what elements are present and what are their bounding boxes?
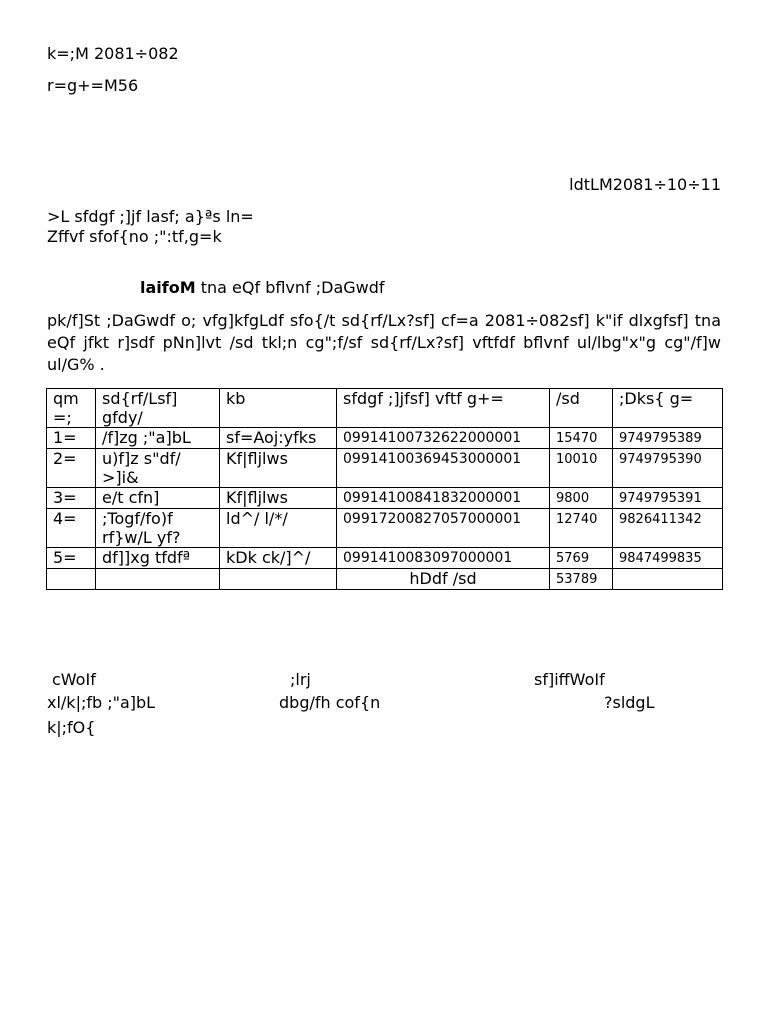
cell-contact: 9749795391: [613, 488, 723, 509]
table-row: [47, 548, 723, 569]
table-row: [47, 428, 723, 449]
salary-table: [46, 388, 723, 590]
signature-name-treasurer: ?sldgL: [604, 693, 655, 712]
subject-text: tna eQf bflvnf ;DaGwdf: [195, 278, 385, 297]
cell-account: 09914100841832000001: [337, 488, 550, 509]
cell-post: ld^/ l/*/: [220, 509, 337, 548]
signature-title-secretary: ;lrj: [290, 670, 311, 689]
cell-name: e/t cfn]: [96, 488, 220, 509]
cell-sn: 4=: [47, 509, 96, 548]
cell-name: u)f]z s"df/ >]i&: [96, 449, 220, 488]
column-header-account: sfdgf ;]jfsf] vftf g+=: [337, 389, 550, 428]
cell-sn: 2=: [47, 449, 96, 488]
reference-number-line: r=g+=M56: [47, 76, 139, 95]
cell-sn: 5=: [47, 548, 96, 569]
fiscal-year-line: k=;M 2081÷082: [47, 44, 179, 63]
recipient-line-2: Zffvf sfof{no ;":tf,g=k: [47, 227, 222, 246]
signature-name-chairman: xl/k|;fb ;"a]bL: [47, 693, 156, 712]
cell-empty: [47, 569, 96, 590]
letter-date: ldtLM2081÷10÷11: [569, 175, 721, 194]
cell-post: kDk ck/]^/: [220, 548, 337, 569]
signature-name-secretary: dbg/fh cof{n: [279, 693, 381, 712]
cell-empty: [220, 569, 337, 590]
recipient-line-1: >L sfdgf ;]jf lasf; a}ªs ln=: [47, 207, 254, 226]
cell-amount: 5769: [550, 548, 613, 569]
cell-account: 09914100369453000001: [337, 449, 550, 488]
cell-contact: 9749795390: [613, 449, 723, 488]
cell-contact: 9749795389: [613, 428, 723, 449]
total-amount: 53789: [550, 569, 613, 590]
cell-amount: 15470: [550, 428, 613, 449]
cell-contact: 9847499835: [613, 548, 723, 569]
column-header-post: kb: [220, 389, 337, 428]
cell-name: ;Togf/fo)f rf}w/L yf?: [96, 509, 220, 548]
cell-post: sf=Aoj:yfks: [220, 428, 337, 449]
subject-line: [140, 277, 385, 298]
column-header-amount: /sd: [550, 389, 613, 428]
table-header-row: [47, 389, 723, 428]
cell-post: Kf|fljlws: [220, 449, 337, 488]
body-paragraph: pk/f]St ;DaGwdf o; vfg]kfgLdf sfo{/t sd{rf/Lx?sf] cf=a 2081÷082sf] k"if dlxgfsf] tna eQf jfkt r]sdf pNn]lvt /sd tkl;n cg";f/sf sd{rf/Lx?sf] vftfdf bflvnf ul/lbg"x"g cg"/f]w ul/G% .: [47, 311, 721, 374]
cell-contact: 9826411342: [613, 509, 723, 548]
total-label: hDdf /sd: [337, 569, 550, 590]
subject-label: laifoM: [140, 278, 196, 297]
cell-sn: 3=: [47, 488, 96, 509]
table-total-row: [47, 569, 723, 590]
signature-title-treasurer: sf]iffWoIf: [534, 670, 605, 689]
cell-amount: 9800: [550, 488, 613, 509]
cell-empty: [613, 569, 723, 590]
column-header-sn: qm =;: [47, 389, 96, 428]
cell-name: /f]zg ;"a]bL: [96, 428, 220, 449]
signature-name-extra: k|;fO{: [47, 718, 96, 737]
cell-name: df]]xg tfdfª: [96, 548, 220, 569]
table-row: [47, 509, 723, 548]
cell-amount: 10010: [550, 449, 613, 488]
cell-account: 0991410083097000001: [337, 548, 550, 569]
column-header-name: sd{rf/Lsf] gfdy/: [96, 389, 220, 428]
column-header-contact: ;Dks{ g=: [613, 389, 723, 428]
cell-empty: [96, 569, 220, 590]
signature-title-chairman: cWoIf: [52, 670, 96, 689]
cell-amount: 12740: [550, 509, 613, 548]
table-row: [47, 449, 723, 488]
cell-account: 09914100732622000001: [337, 428, 550, 449]
cell-sn: 1=: [47, 428, 96, 449]
cell-post: Kf|fljlws: [220, 488, 337, 509]
cell-account: 09917200827057000001: [337, 509, 550, 548]
table-row: [47, 488, 723, 509]
